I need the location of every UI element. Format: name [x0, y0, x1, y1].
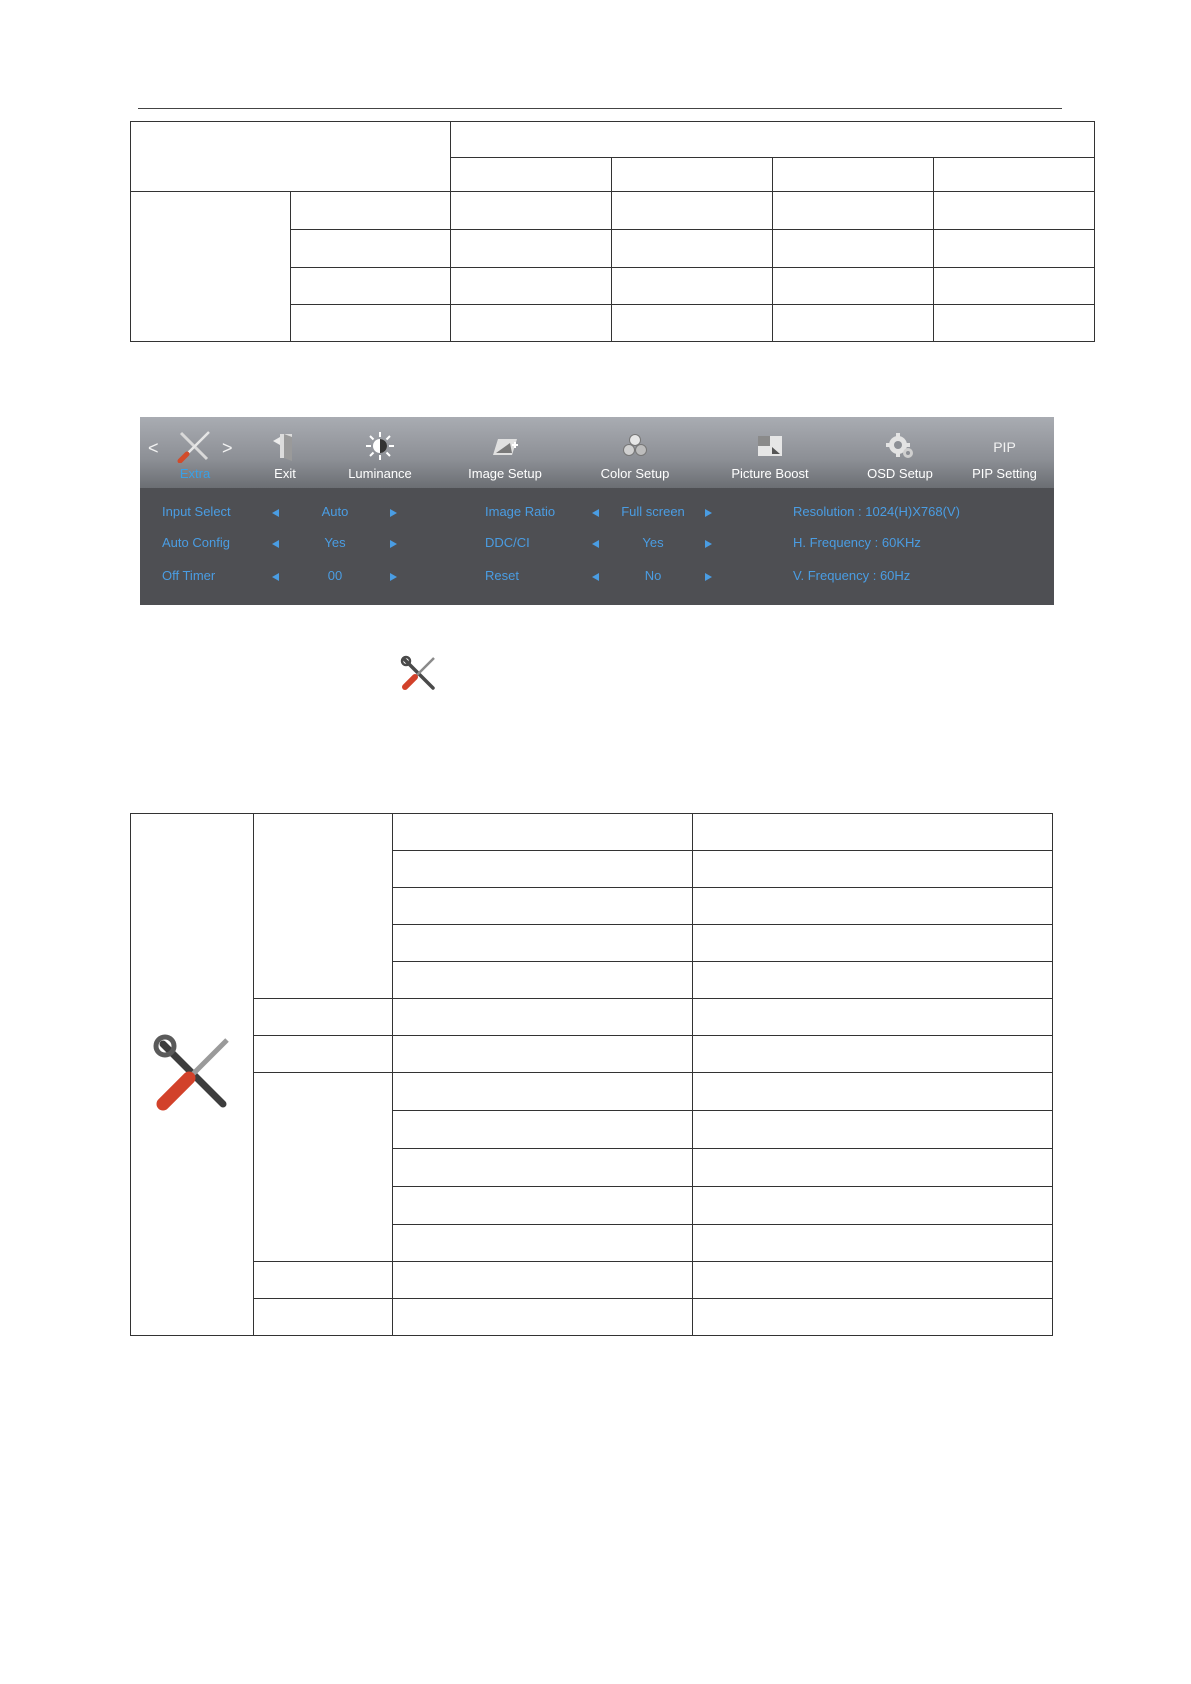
table-cell — [693, 1111, 1053, 1149]
arrow-right-icon[interactable] — [390, 540, 397, 548]
table-cell — [934, 305, 1095, 342]
osd-item-value: 00 — [327, 568, 343, 583]
tab-extra[interactable] — [158, 417, 232, 488]
table-cell — [254, 999, 393, 1036]
gear-icon — [885, 431, 915, 461]
table-cell — [612, 192, 773, 230]
table-cell — [451, 268, 612, 305]
exit-icon — [270, 431, 300, 461]
table-icon-cell — [131, 814, 254, 1336]
v-frequency-info: V. Frequency : 60Hz — [793, 568, 911, 583]
table-cell — [393, 1073, 693, 1111]
tools-icon — [177, 429, 213, 463]
table-cell — [393, 962, 693, 999]
table-cell — [693, 999, 1053, 1036]
osd-item-label: Input Select — [162, 504, 231, 519]
table-cell — [451, 158, 612, 192]
table-cell — [693, 1225, 1053, 1262]
picture-boost-icon — [755, 431, 785, 461]
arrow-right-icon[interactable] — [390, 509, 397, 517]
header-rule — [138, 108, 1062, 109]
arrow-right-icon[interactable] — [705, 509, 712, 517]
table-cell — [291, 192, 451, 230]
tab-exit[interactable] — [245, 417, 325, 488]
table-cell — [131, 122, 451, 192]
arrow-left-icon[interactable] — [272, 509, 279, 517]
osd-item-label: Reset — [485, 568, 519, 583]
table-cell — [693, 1187, 1053, 1225]
osd-item-label: Auto Config — [162, 535, 230, 550]
table-cell — [393, 1299, 693, 1336]
tools-icon — [153, 1034, 231, 1112]
tab-label: Exit — [274, 466, 296, 481]
tab-color-setup[interactable] — [575, 417, 695, 488]
osd-tab-bar — [140, 417, 1054, 488]
table-cell — [393, 1187, 693, 1225]
table-cell — [254, 1073, 393, 1262]
tab-luminance[interactable] — [330, 417, 430, 488]
top-table — [130, 121, 1095, 342]
table-cell — [393, 888, 693, 925]
table-cell — [451, 192, 612, 230]
osd-item-value: Yes — [324, 535, 346, 550]
arrow-left-icon[interactable] — [592, 573, 599, 581]
table-cell — [393, 814, 693, 851]
osd-item-label: Image Ratio — [485, 504, 556, 519]
table-cell — [693, 1299, 1053, 1336]
table-cell — [612, 158, 773, 192]
table-cell — [773, 158, 934, 192]
table-cell — [393, 1225, 693, 1262]
osd-item-value: Full screen — [621, 504, 685, 519]
table-cell — [693, 925, 1053, 962]
tab-osd-setup[interactable] — [840, 417, 960, 488]
sun-icon — [365, 431, 395, 461]
table-cell — [773, 230, 934, 268]
table-cell — [254, 1036, 393, 1073]
osd-item-value: Auto — [321, 504, 349, 519]
arrow-right-icon[interactable] — [390, 573, 397, 581]
table-cell — [393, 1111, 693, 1149]
table-cell — [934, 268, 1095, 305]
table-cell — [773, 192, 934, 230]
table-cell — [612, 268, 773, 305]
table-cell — [693, 851, 1053, 888]
table-cell — [693, 1149, 1053, 1187]
table-cell — [693, 814, 1053, 851]
table-cell — [393, 999, 693, 1036]
tab-label: OSD Setup — [867, 466, 933, 481]
osd-item-value: Yes — [642, 535, 664, 550]
table-cell — [451, 230, 612, 268]
color-setup-icon — [620, 431, 650, 461]
table-cell — [773, 268, 934, 305]
arrow-right-icon[interactable] — [705, 540, 712, 548]
table-cell — [254, 814, 393, 999]
bottom-table — [130, 813, 1053, 1336]
image-setup-icon — [490, 431, 520, 461]
arrow-left-icon[interactable] — [272, 573, 279, 581]
table-cell — [393, 1036, 693, 1073]
table-cell — [612, 230, 773, 268]
nav-right-arrow[interactable]: > — [222, 438, 233, 458]
table-cell — [934, 158, 1095, 192]
tools-icon — [400, 655, 438, 691]
arrow-left-icon[interactable] — [592, 509, 599, 517]
table-cell — [451, 122, 1095, 158]
pip-icon: PIP — [993, 439, 1016, 455]
table-cell — [693, 1073, 1053, 1111]
table-cell — [393, 851, 693, 888]
tab-label: Extra — [179, 466, 211, 481]
osd-item-label: DDC/CI — [485, 535, 530, 550]
table-cell — [693, 1262, 1053, 1299]
osd-item-label: Off Timer — [162, 568, 216, 583]
arrow-right-icon[interactable] — [705, 573, 712, 581]
table-cell — [693, 962, 1053, 999]
resolution-info: Resolution : 1024(H)X768(V) — [793, 504, 960, 519]
arrow-left-icon[interactable] — [592, 540, 599, 548]
table-cell — [131, 192, 291, 342]
h-frequency-info: H. Frequency : 60KHz — [793, 535, 921, 550]
table-cell — [773, 305, 934, 342]
table-cell — [934, 192, 1095, 230]
table-cell — [693, 1036, 1053, 1073]
tab-label: Image Setup — [468, 466, 542, 481]
osd-menu — [140, 417, 1054, 605]
table-cell — [291, 230, 451, 268]
table-cell — [393, 1149, 693, 1187]
table-cell — [934, 230, 1095, 268]
table-cell — [612, 305, 773, 342]
table-cell — [291, 305, 451, 342]
table-cell — [393, 925, 693, 962]
tab-label: Color Setup — [600, 466, 670, 481]
nav-left-arrow[interactable]: < — [148, 438, 159, 458]
tab-pip-setting[interactable] — [955, 417, 1054, 488]
tab-image-setup[interactable] — [445, 417, 565, 488]
tab-label: PIP Setting — [972, 466, 1037, 481]
arrow-left-icon[interactable] — [272, 540, 279, 548]
table-cell — [254, 1299, 393, 1336]
table-cell — [254, 1262, 393, 1299]
tab-label: Picture Boost — [731, 466, 809, 481]
table-cell — [451, 305, 612, 342]
table-cell — [693, 888, 1053, 925]
table-cell — [393, 1262, 693, 1299]
osd-item-value: No — [644, 568, 662, 583]
tab-picture-boost[interactable] — [710, 417, 830, 488]
tab-label: Luminance — [348, 466, 412, 481]
table-cell — [291, 268, 451, 305]
